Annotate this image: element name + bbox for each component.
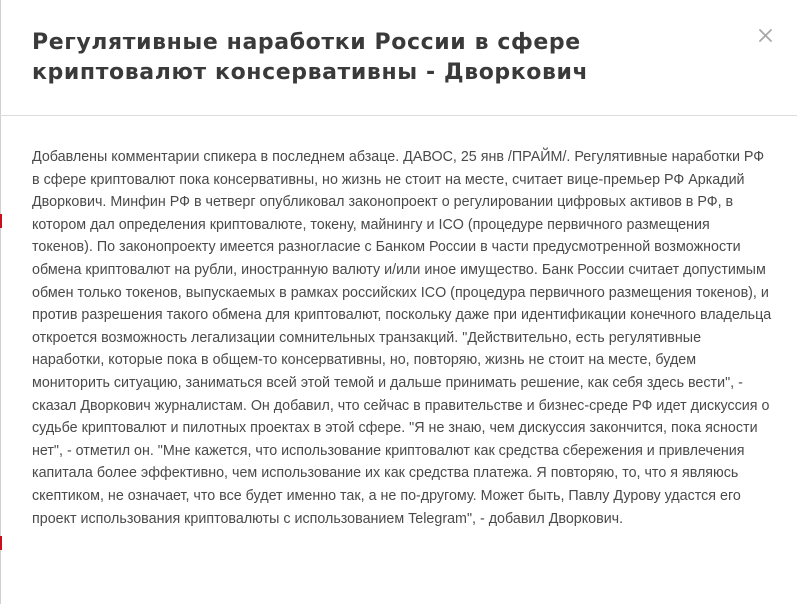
background-accent-mark	[0, 214, 2, 228]
modal-header	[0, 0, 797, 116]
close-button[interactable]	[752, 22, 778, 48]
background-accent-mark	[0, 536, 2, 550]
article-title: Регулятивные наработки России в сфере криптовалют консервативны - Дворкович	[32, 30, 589, 85]
article-body: Добавлены комментарии спикера в последнем абзаце. ДАВОС, 25 янв /ПРАЙМ/. Регулятивные наработки РФ в сфере криптовалют пока консервативны, но жизнь не стоит на месте, считает вице-премьер РФ Аркадий Дворкович. Минфин РФ в четверг опубликовал законопроект о регулировании цифровых активов в РФ, в котором дал определения криптовалюте, токену, майнингу и ICO (процедуре первичного размещения токенов). По законопроекту имеется разногласие с Банком России в части предусмотренной возможности обмена криптовалют на рубли, иностранную валюту и/или иное имущество. Банк России считает допустимым обмен только токенов, выпускаемых в рамках российских ICO (процедура первичного размещения токенов), и против разрешения такого обмена для криптовалют, поскольку даже при идентификации конечного владельца откроется возможность легализации сомнительных транзакций. "Действительно, есть регулятивные наработки, которые пока в общем-то консервативны, но, повторяю, жизнь не стоит на месте, будем мониторить ситуацию, заниматься всей этой темой и дальше принимать решение, как себя здесь вести", - сказал Дворкович журналистам. Он добавил, что сейчас в правительстве и бизнес-среде РФ идет дискуссия о судьбе криптовалют и пилотных проектах в этой сфере. "Я не знаю, чем дискуссия закончится, пока ясности нет", - отметил он. "Мне кажется, что использование криптовалют как средства сбережения и привлечения капитала более эффективно, чем использование их как средства платежа. Я повторяю, то, что я являюсь скептиком, не означает, что все будет именно так, а не по-другому. Может быть, Павлу Дурову удастся его проект использования криптовалюты с использованием Telegram", - добавил Дворкович.	[32, 149, 772, 527]
close-icon	[759, 29, 772, 42]
